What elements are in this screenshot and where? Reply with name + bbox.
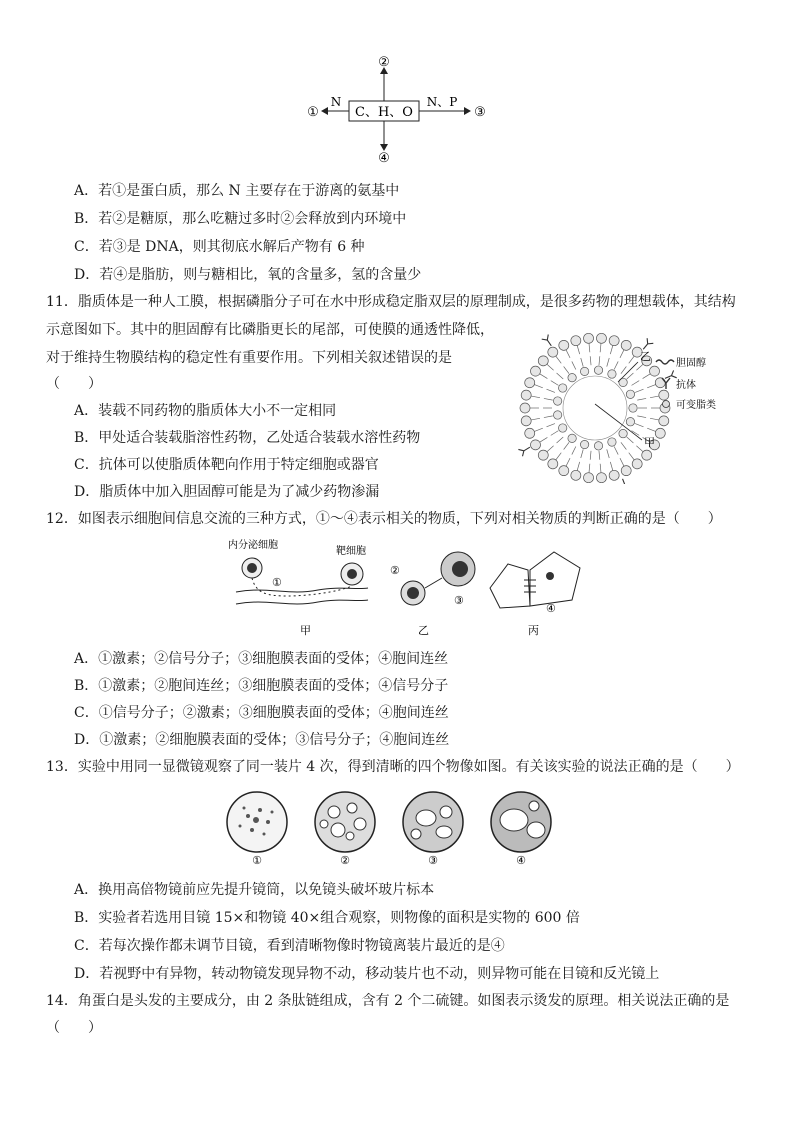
product-2: ②	[378, 55, 390, 70]
antibody-icon	[665, 370, 677, 378]
element-n-left: N	[330, 95, 342, 109]
liposome-diagram	[510, 332, 740, 484]
inner-lipid-head	[558, 424, 566, 432]
inner-lipid-head	[626, 390, 634, 398]
outer-lipid-head	[642, 450, 652, 460]
inner-lipid-head	[553, 397, 561, 405]
marker-4: ④	[546, 602, 556, 615]
inner-lipid-head	[568, 373, 576, 381]
outer-lipid-tail	[620, 458, 624, 466]
q11-stem-line1: 11．脂质体是一种人工膜，根据磷脂分子可在水中形成稳定脂双层的原理制成，是很多药物的理想载体，其结构	[46, 294, 736, 310]
outer-lipid-tail	[556, 453, 561, 460]
outer-lipid-head	[559, 466, 569, 476]
svg-text:①: ①	[252, 854, 262, 866]
inner-lipid-tail	[621, 367, 626, 374]
outer-lipid-tail	[547, 364, 554, 370]
outer-lipid-head	[538, 450, 548, 460]
cell-signaling-diagram	[228, 536, 588, 640]
outer-lipid-head	[596, 333, 606, 343]
inner-lipid-tail	[547, 389, 555, 392]
outer-lipid-tail	[629, 453, 634, 460]
outer-lipid-tail	[547, 446, 554, 452]
signal-nucleus	[407, 587, 419, 599]
inner-lipid-head	[558, 384, 566, 392]
outer-lipid-tail	[629, 356, 634, 363]
q13-stem: 13．实验中用同一显微镜观察了同一装片 4 次，得到清晰的四个物像如图。有关该实验的说法正确的是（ ）	[46, 759, 740, 775]
inner-lipid-head	[580, 440, 588, 448]
q12-option-a: A．①激素；②信号分子；③细胞膜表面的受体；④胞间连丝	[74, 651, 449, 667]
plant-cell-right	[530, 552, 580, 606]
product-1: ①	[307, 105, 319, 120]
lipid-icon	[663, 401, 670, 408]
inner-lipid-tail	[635, 424, 643, 427]
element-np-right: N、P	[426, 95, 458, 109]
antibody-icon	[518, 447, 529, 456]
arrow-left-head	[321, 107, 328, 115]
inner-lipid-tail	[572, 361, 576, 369]
outer-lipid-tail	[620, 350, 624, 358]
outer-lipid-head	[521, 416, 531, 426]
hormone-path	[252, 578, 352, 596]
inner-lipid-tail	[599, 356, 600, 365]
legend-cholesterol: 胆固醇	[676, 358, 706, 369]
inner-lipid-tail	[590, 451, 591, 460]
outer-lipid-head	[609, 336, 619, 346]
product-3: ③	[474, 105, 486, 120]
outer-lipid-tail	[540, 437, 548, 442]
antibody-icon	[542, 335, 552, 346]
outer-lipid-tail	[566, 458, 570, 466]
outer-lipid-tail	[556, 356, 561, 363]
outer-lipid-head	[530, 440, 540, 450]
label-secretory-cell: 内分泌细胞	[228, 540, 278, 551]
arrow-right-head	[464, 107, 471, 115]
panel-label-bing: 丙	[528, 624, 539, 637]
inner-lipid-head	[626, 418, 634, 426]
microscope-view-2	[315, 792, 375, 866]
receiver-nucleus	[452, 561, 468, 577]
inner-lipid-tail	[637, 416, 646, 418]
inner-lipid-tail	[614, 446, 618, 454]
inner-lipid-tail	[627, 437, 634, 443]
inner-lipid-head	[608, 438, 616, 446]
inner-lipid-tail	[590, 356, 591, 365]
outer-lipid-tail	[647, 428, 655, 431]
marker-2: ②	[390, 564, 400, 577]
q10-option-c: C．若③是 DNA，则其彻底水解后产物有 6 种	[74, 239, 365, 255]
outer-lipid-head	[525, 378, 535, 388]
q12-option-b: B．①激素；②胞间连丝；③细胞膜表面的受体；④信号分子	[74, 678, 449, 694]
outer-lipid-head	[632, 459, 642, 469]
outer-lipid-tail	[540, 374, 548, 379]
q10-option-d: D．若④是脂肪，则与糖相比，氧的含量多，氢的含量少	[74, 267, 422, 283]
inner-lipid-tail	[572, 446, 576, 454]
inner-lipid-tail	[564, 367, 569, 374]
product-4: ④	[378, 151, 390, 166]
marker-1: ①	[272, 576, 282, 589]
q11-answer-blank: （ ）	[46, 376, 102, 392]
inner-lipid-tail	[544, 416, 553, 418]
inner-lipid-tail	[632, 381, 640, 386]
inner-lipid-head	[594, 442, 602, 450]
outer-lipid-head	[655, 428, 665, 438]
inner-lipid-tail	[564, 442, 569, 449]
outer-lipid-head	[571, 470, 581, 480]
q12-stem: 12．如图表示细胞间信息交流的三种方式，①～④表示相关的物质，下列对相关物质的判断正确的是（ ）	[46, 511, 722, 527]
inner-lipid-tail	[544, 398, 553, 400]
outer-lipid-head	[609, 470, 619, 480]
outer-lipid-head	[659, 416, 669, 426]
inner-lipid-head	[553, 411, 561, 419]
outer-lipid-head	[584, 473, 594, 483]
outer-lipid-head	[596, 473, 606, 483]
svg-text:②: ②	[340, 854, 350, 866]
legend-antibody: 抗体	[676, 380, 696, 391]
outer-lipid-head	[621, 466, 631, 476]
label-target-cell: 靶细胞	[336, 546, 366, 557]
outer-lipid-tail	[600, 343, 601, 352]
outer-lipid-head	[659, 390, 669, 400]
secretory-nucleus	[247, 563, 257, 573]
q11-stem-line2: 示意图如下。其中的胆固醇有比磷脂更长的尾部，可使膜的通透性降低，	[46, 322, 494, 338]
inner-lipid-tail	[614, 361, 618, 369]
cholesterol-icon	[656, 360, 674, 364]
inner-lipid-tail	[551, 381, 559, 386]
antibody-icon	[643, 338, 653, 349]
inner-lipid-head	[594, 366, 602, 374]
inner-lipid-tail	[547, 424, 555, 427]
q13-option-d: D．若视野中有异物，转动物镜发现异物不动，移动装片也不动，则异物可能在目镜和反光镜上	[74, 966, 660, 982]
inner-cavity	[563, 376, 627, 440]
outer-lipid-head	[571, 336, 581, 346]
inner-lipid-tail	[557, 437, 564, 443]
outer-lipid-head	[530, 366, 540, 376]
inner-lipid-tail	[637, 398, 646, 400]
inner-lipid-tail	[621, 442, 626, 449]
svg-text:④: ④	[516, 854, 526, 866]
inner-lipid-head	[568, 434, 576, 442]
microscope-images	[220, 790, 570, 866]
q10-option-a: A．若①是蛋白质，那么 N 主要存在于游离的氨基中	[74, 183, 400, 199]
panel-label-jia: 甲	[300, 624, 311, 637]
antibody-icon	[623, 479, 631, 484]
inner-lipid-head	[580, 367, 588, 375]
outer-lipid-head	[650, 366, 660, 376]
target-nucleus	[347, 569, 357, 579]
outer-lipid-tail	[577, 345, 579, 354]
outer-lipid-tail	[566, 350, 570, 358]
blood-vessel-bottom	[236, 600, 368, 604]
q11-option-d: D．脂质体中加入胆固醇可能是为了减少药物渗漏	[74, 484, 380, 500]
inner-lipid-head	[619, 429, 627, 437]
blood-vessel-top	[236, 588, 368, 592]
q12-option-c: C．①信号分子；②激素；③细胞膜表面的受体；④胞间连丝	[74, 705, 449, 721]
outer-lipid-tail	[610, 345, 612, 354]
q11-option-a: A．装载不同药物的脂质体大小不一定相同	[74, 403, 337, 419]
inner-lipid-tail	[557, 373, 564, 379]
marker-3: ③	[454, 594, 464, 607]
q13-option-c: C．若每次操作都未调节目镜，看到清晰物像时物镜离装片最近的是④	[74, 938, 505, 954]
q12-option-d: D．①激素；②细胞膜表面的受体；③信号分子；④胞间连丝	[74, 732, 450, 748]
q14-stem: 14．角蛋白是头发的主要成分，由 2 条肽链组成，含有 2 个二硫键。如图表示烫发的原理。相关说法正确的是	[46, 993, 730, 1009]
outer-lipid-tail	[577, 462, 579, 471]
inner-lipid-tail	[581, 449, 583, 458]
q13-option-b: B．实验者若选用目镜 15×和物镜 40×组合观察，则物像的面积是实物的 600 倍	[74, 910, 580, 926]
microscope-view-3	[403, 792, 463, 866]
element-diagram	[300, 52, 500, 167]
inner-lipid-tail	[627, 373, 634, 379]
inner-lipid-head	[608, 370, 616, 378]
arrow-down-head	[380, 144, 388, 151]
inner-lipid-tail	[599, 451, 600, 460]
inner-lipid-tail	[607, 449, 609, 458]
contact-arrow	[425, 578, 442, 588]
outer-lipid-head	[584, 333, 594, 343]
outer-lipid-head	[525, 428, 535, 438]
inner-lipid-tail	[635, 389, 643, 392]
outer-lipid-tail	[589, 464, 590, 473]
outer-lipid-head	[621, 340, 631, 350]
inner-lipid-tail	[581, 358, 583, 367]
outer-lipid-head	[538, 356, 548, 366]
q10-option-b: B．若②是糖原，那么吃糖过多时②会释放到内环境中	[74, 211, 407, 227]
microscope-view-4	[491, 792, 551, 866]
pointer-yi	[618, 362, 638, 382]
outer-lipid-head	[548, 459, 558, 469]
label-jia: 甲	[644, 436, 655, 449]
svg-text:③: ③	[428, 854, 438, 866]
outer-lipid-tail	[643, 374, 651, 379]
plant-nucleus	[546, 572, 554, 580]
q13-option-a: A．换用高倍物镜前应先提升镜筒，以免镜头破坏玻片标本	[74, 882, 435, 898]
outer-lipid-head	[521, 390, 531, 400]
element-box-label: C、H、O	[355, 105, 413, 120]
outer-lipid-tail	[531, 418, 540, 420]
outer-lipid-tail	[610, 462, 612, 471]
outer-lipid-tail	[636, 446, 643, 452]
inner-lipid-tail	[551, 431, 559, 436]
outer-lipid-tail	[534, 385, 542, 388]
outer-lipid-head	[520, 403, 530, 413]
outer-lipid-head	[548, 347, 558, 357]
q14-answer-blank: （ ）	[46, 1020, 102, 1036]
outer-lipid-tail	[650, 418, 659, 420]
outer-lipid-tail	[636, 364, 643, 370]
panel-label-yi: 乙	[418, 624, 429, 637]
q11-option-c: C．抗体可以使脂质体靶向作用于特定细胞或器官	[74, 457, 379, 473]
outer-lipid-head	[559, 340, 569, 350]
inner-lipid-head	[629, 404, 637, 412]
label-yi: 乙	[640, 350, 651, 363]
outer-lipid-tail	[600, 464, 601, 473]
q11-stem-line3: 对于维持生物膜结构的稳定性有重要作用。下列相关叙述错误的是	[46, 350, 452, 366]
outer-lipid-tail	[589, 343, 590, 352]
outer-lipid-tail	[647, 385, 655, 388]
microscope-view-1	[227, 792, 287, 866]
outer-lipid-tail	[531, 396, 540, 398]
q11-option-b: B．甲处适合装载脂溶性药物，乙处适合装载水溶性药物	[74, 430, 421, 446]
outer-lipid-tail	[534, 428, 542, 431]
legend-lipid: 可变脂类	[676, 400, 716, 411]
inner-lipid-tail	[607, 358, 609, 367]
outer-lipid-tail	[650, 396, 659, 398]
